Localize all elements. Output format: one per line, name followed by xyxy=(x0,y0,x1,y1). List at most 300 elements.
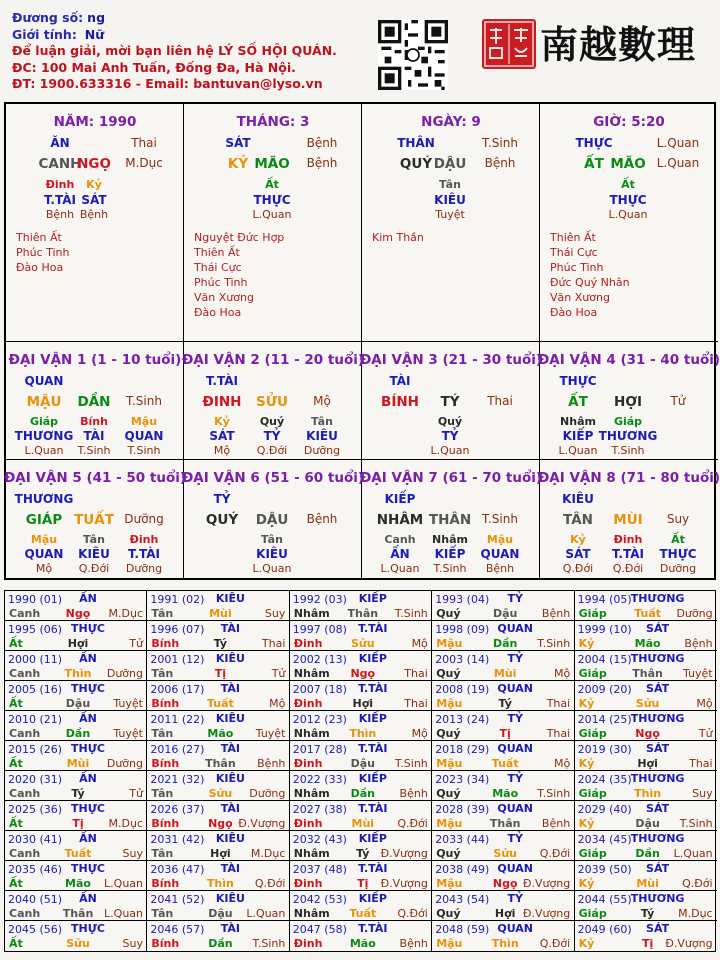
hidden-stem: Nhâm xyxy=(560,415,596,428)
hidden-stage: Q.Đới xyxy=(612,562,644,575)
year-god: THƯƠNG xyxy=(630,652,685,665)
year-stage: T.Sinh xyxy=(394,757,428,770)
year-stage: Mộ xyxy=(269,697,286,710)
dai-van-god: QUAN xyxy=(24,374,64,388)
year-cell xyxy=(290,711,432,741)
year-branch: Hợi xyxy=(352,697,374,710)
hidden-god: T.TÀI xyxy=(128,547,160,561)
dai-van-cell xyxy=(181,342,365,460)
year-branch: Tị xyxy=(214,667,227,680)
hidden-stem: Ất xyxy=(671,533,685,546)
dai-van-branch: MÙI xyxy=(613,512,643,528)
year-stage: Mộ xyxy=(411,637,428,650)
year-cell xyxy=(575,771,717,801)
year-cell xyxy=(575,861,717,891)
year-stem: Ất xyxy=(9,697,23,710)
year-god: THỰC xyxy=(71,862,105,875)
hidden-god: SÁT xyxy=(209,429,235,443)
dai-van-stage: Bệnh xyxy=(306,512,338,526)
year-branch: Sửu xyxy=(208,787,233,800)
year-stage: Thai xyxy=(261,637,286,650)
year-label: 2018 (29) xyxy=(435,743,490,756)
year-stem: Quý xyxy=(436,667,461,680)
year-cell xyxy=(432,741,574,771)
dai-van-stem: BÍNH xyxy=(381,394,419,410)
dai-van-branch: SỬU xyxy=(256,394,288,410)
year-god: TỶ xyxy=(507,592,523,605)
owner-label: Đương số: xyxy=(12,10,84,25)
year-stage: T.Sinh xyxy=(537,787,571,800)
pillar-cell xyxy=(540,104,718,342)
year-branch: Tý xyxy=(71,787,85,800)
hidden-stem: Quý xyxy=(437,415,463,428)
year-stage: Dưỡng xyxy=(249,787,286,800)
hidden-stage: Bệnh xyxy=(79,208,109,221)
year-stage: M.Dục xyxy=(250,847,286,860)
year-stem: Mậu xyxy=(436,817,463,830)
pillar-branch-stage: L.Quan xyxy=(656,156,700,170)
year-branch: Mão xyxy=(492,787,519,800)
star-name: Đào Hoa xyxy=(16,261,64,274)
year-stem: Ất xyxy=(9,817,23,830)
year-cell xyxy=(575,801,717,831)
year-label: 2033 (44) xyxy=(435,833,490,846)
hidden-god: TỶ xyxy=(441,429,459,443)
year-branch: Thân xyxy=(489,817,521,830)
chart-grid xyxy=(3,102,720,580)
year-label: 2032 (43) xyxy=(292,833,347,846)
year-branch: Sửu xyxy=(66,937,90,950)
year-god: THỰC xyxy=(71,682,105,695)
year-branch: Thân xyxy=(205,757,236,770)
pillar-stage: Thai xyxy=(131,136,157,150)
dai-van-stem: NHÂM xyxy=(376,512,424,528)
year-god: TÀI xyxy=(220,682,241,695)
year-label: 2028 (39) xyxy=(435,803,490,816)
year-cell xyxy=(5,711,147,741)
year-stem: Bính xyxy=(151,937,180,950)
dai-van-branch: HỢI xyxy=(613,394,643,410)
year-label: 1995 (06) xyxy=(8,623,63,636)
hidden-stem: Quý xyxy=(259,415,285,428)
year-cell xyxy=(5,921,147,951)
hidden-stage: Q.Đới xyxy=(562,562,594,575)
year-god: THỰC xyxy=(71,922,105,935)
year-cell xyxy=(290,831,432,861)
year-branch: Tuất xyxy=(349,907,377,920)
year-branch: Tý xyxy=(356,847,370,860)
year-god: THỰC xyxy=(71,802,105,815)
year-stage: Suy xyxy=(692,787,713,800)
pillar-cell xyxy=(184,104,362,342)
year-stem: Kỷ xyxy=(578,877,595,890)
year-label: 2023 (34) xyxy=(435,773,490,786)
year-cell xyxy=(5,861,147,891)
year-stem: Quý xyxy=(436,907,461,920)
year-cell xyxy=(575,891,717,921)
year-stem: Canh xyxy=(9,907,41,920)
year-stage: T.Sinh xyxy=(252,937,286,950)
year-stem: Giáp xyxy=(578,667,607,680)
year-branch: Tý xyxy=(498,697,512,710)
year-god: THƯƠNG xyxy=(630,892,685,905)
year-label: 2021 (32) xyxy=(150,773,205,786)
year-stage: Q.Đới xyxy=(397,907,428,920)
dai-van-title: ĐẠI VẬN 7 (61 - 70 tuổi) xyxy=(359,470,543,486)
year-god: KIẾP xyxy=(358,772,387,785)
year-branch: Ngọ xyxy=(208,817,233,830)
year-branch: Dần xyxy=(635,847,660,860)
star-name: Phúc Tinh xyxy=(194,276,248,289)
year-cell xyxy=(147,771,289,801)
hidden-stage: Q.Đới xyxy=(256,444,288,457)
star-name: Thái Cực xyxy=(550,246,598,259)
star-name: Văn Xương xyxy=(194,291,254,304)
year-branch: Thìn xyxy=(491,937,519,950)
year-stage: Tử xyxy=(698,727,713,740)
year-branch: Dần xyxy=(350,787,375,800)
year-god: KIẾP xyxy=(358,712,387,725)
year-cell xyxy=(432,651,574,681)
year-cell xyxy=(432,861,574,891)
hidden-god: T.TÀI xyxy=(612,547,644,561)
pillar-branch: DẬU xyxy=(433,156,467,172)
year-stage: Bệnh xyxy=(257,757,286,770)
year-branch: Mão xyxy=(65,877,91,890)
year-branch: Dần xyxy=(65,727,91,740)
year-cell xyxy=(5,891,147,921)
year-god: TỶ xyxy=(507,892,523,905)
year-branch: Mùi xyxy=(209,607,232,620)
dai-van-title: ĐẠI VẬN 6 (51 - 60 tuổi) xyxy=(181,470,365,486)
dai-van-stem: MẬU xyxy=(26,394,62,410)
hidden-god: THỰC xyxy=(253,193,291,207)
year-stem: Canh xyxy=(9,787,41,800)
year-stage: Đ.Vượng xyxy=(522,907,571,920)
year-god: QUAN xyxy=(497,742,534,755)
year-stem: Nhâm xyxy=(293,907,330,920)
year-branch: Tý xyxy=(213,637,228,650)
year-god: THỰC xyxy=(71,622,105,635)
dai-van-branch: TÝ xyxy=(440,394,460,410)
year-stem: Kỷ xyxy=(578,817,595,830)
year-stage: Tuyệt xyxy=(682,667,713,680)
year-label: 2044 (55) xyxy=(577,893,632,906)
year-cell xyxy=(432,621,574,651)
dai-van-god: THƯƠNG xyxy=(14,492,74,506)
year-cell xyxy=(147,861,289,891)
pillar-branch: NGỌ xyxy=(77,156,111,172)
hidden-god: KIÊU xyxy=(78,547,110,561)
year-stage: Đ.Vượng xyxy=(380,877,428,890)
hidden-god: KIẾP xyxy=(434,547,466,561)
year-stem: Canh xyxy=(9,727,41,740)
year-god: TÀI xyxy=(220,742,241,755)
year-stem: Tân xyxy=(151,667,174,680)
year-stem: Mậu xyxy=(436,937,463,950)
year-god: SÁT xyxy=(646,922,670,935)
year-label: 2022 (33) xyxy=(292,773,347,786)
hidden-stem: Đinh xyxy=(45,178,75,191)
year-label: 2024 (35) xyxy=(577,773,632,786)
hidden-stage: Dưỡng xyxy=(659,562,697,575)
year-cell xyxy=(5,741,147,771)
hidden-stage: Dưỡng xyxy=(125,562,163,575)
year-label: 2020 (31) xyxy=(8,773,63,786)
year-label: 2026 (37) xyxy=(150,803,205,816)
year-god: ẤN xyxy=(79,832,97,845)
year-stem: Tân xyxy=(151,847,174,860)
hidden-god: QUAN xyxy=(24,547,64,561)
year-god: KIÊU xyxy=(215,892,245,905)
year-god: ẤN xyxy=(79,712,97,725)
year-branch: Thân xyxy=(347,607,379,620)
year-stage: Tuyệt xyxy=(255,727,286,740)
year-label: 2002 (13) xyxy=(292,653,347,666)
year-branch: Mùi xyxy=(66,757,90,770)
year-god: QUAN xyxy=(497,922,534,935)
hidden-god: THỰC xyxy=(609,193,647,207)
pillar-title: NGÀY: 9 xyxy=(421,114,481,130)
year-god: KIÊU xyxy=(215,592,245,605)
year-stem: Đinh xyxy=(293,937,323,950)
year-cell xyxy=(5,771,147,801)
dai-van-title: ĐẠI VẬN 5 (41 - 50 tuổi) xyxy=(3,470,187,486)
year-label: 2036 (47) xyxy=(150,863,205,876)
year-label: 1993 (04) xyxy=(435,593,490,606)
year-stem: Bính xyxy=(151,637,180,650)
year-branch: Mùi xyxy=(351,817,375,830)
year-god: ẤN xyxy=(79,652,97,665)
year-branch: Ngọ xyxy=(65,607,91,620)
dai-van-title: ĐẠI VẬN 4 (31 - 40 tuổi) xyxy=(537,352,720,368)
year-cell xyxy=(575,741,717,771)
pillar-stem: KỶ xyxy=(227,156,249,172)
hidden-stem: Mậu xyxy=(486,533,514,546)
pillar-stars xyxy=(194,230,284,320)
year-label: 2039 (50) xyxy=(577,863,632,876)
year-cell xyxy=(575,921,717,951)
year-cell xyxy=(147,741,289,771)
year-branch: Tị xyxy=(641,937,654,950)
dai-van-branch: DẦN xyxy=(77,394,111,410)
year-stage: Dưỡng xyxy=(106,667,143,680)
year-stage: Mộ xyxy=(411,727,428,740)
year-branch: Tuất xyxy=(634,607,661,620)
year-stem: Đinh xyxy=(293,757,323,770)
year-stem: Ất xyxy=(9,637,23,650)
hidden-stem: Ất xyxy=(621,178,635,191)
year-stem: Mậu xyxy=(436,757,463,770)
pillar-god: ĂN xyxy=(50,136,70,150)
hidden-stage: L.Quan xyxy=(430,444,470,457)
year-label: 2029 (40) xyxy=(577,803,632,816)
hidden-god: T.TÀI xyxy=(44,193,76,207)
hidden-god: ẤN xyxy=(390,547,410,561)
year-label: 1996 (07) xyxy=(150,623,205,636)
year-stage: Đ.Vượng xyxy=(238,817,286,830)
year-stage: Thai xyxy=(404,667,428,680)
pillar-god: THỰC xyxy=(575,136,613,150)
year-god: THƯƠNG xyxy=(630,832,685,845)
hidden-stage: L.Quan xyxy=(24,444,64,457)
year-god: TÀI xyxy=(220,802,241,815)
year-stage: Bệnh xyxy=(399,937,428,950)
hidden-stem: Mậu xyxy=(30,533,58,546)
year-stem: Canh xyxy=(9,607,41,620)
dai-van-title: ĐẠI VẬN 1 (1 - 10 tuổi) xyxy=(8,352,182,368)
year-stem: Ất xyxy=(9,757,23,770)
hidden-stage: Mộ xyxy=(35,562,53,575)
year-god: KIẾP xyxy=(358,892,387,905)
hidden-god: KIÊU xyxy=(306,429,338,443)
hidden-god: KIÊU xyxy=(256,547,288,561)
year-god: TÀI xyxy=(220,622,241,635)
hidden-stage: T.Sinh xyxy=(127,444,161,457)
year-cell xyxy=(432,591,574,621)
hidden-stem: Tân xyxy=(261,533,283,546)
pillar-cell xyxy=(6,104,184,342)
year-cell xyxy=(290,921,432,951)
year-label: 2006 (17) xyxy=(150,683,205,696)
pillar-title: GIỜ: 5:20 xyxy=(593,114,665,130)
year-cell xyxy=(575,651,717,681)
star-name: Thiên Ất xyxy=(194,246,240,259)
pillar-title: NĂM: 1990 xyxy=(53,114,137,130)
year-label: 2008 (19) xyxy=(435,683,490,696)
dai-van-cell xyxy=(537,342,720,460)
hidden-god: SÁT xyxy=(81,193,107,207)
year-stage: Bệnh xyxy=(541,607,571,620)
year-branch: Mùi xyxy=(636,877,659,890)
year-god: KIÊU xyxy=(215,772,245,785)
year-stem: Canh xyxy=(9,847,41,860)
dai-van-god: TỶ xyxy=(213,492,231,506)
year-god: T.TÀI xyxy=(358,622,388,635)
hidden-god: SÁT xyxy=(565,547,591,561)
year-stage: M.Dục xyxy=(678,907,713,920)
year-label: 2027 (38) xyxy=(292,803,347,816)
year-label: 2048 (59) xyxy=(435,923,490,936)
year-stem: Quý xyxy=(436,727,461,740)
year-stage: Thai xyxy=(404,697,428,710)
dai-van-cell xyxy=(359,342,543,460)
year-stage: L.Quan xyxy=(246,907,286,920)
year-branch: Thìn xyxy=(64,667,92,680)
year-stage: Tuyệt xyxy=(113,697,143,710)
hidden-god: KIÊU xyxy=(434,193,466,207)
pillar-stage: Bệnh xyxy=(306,136,338,150)
year-label: 2001 (12) xyxy=(150,653,205,666)
gender-label: Giới tính: xyxy=(12,26,77,42)
yearly-table xyxy=(4,590,716,952)
dai-van-stem: GIÁP xyxy=(25,512,63,528)
year-label: 2015 (26) xyxy=(8,743,63,756)
year-branch: Tuất xyxy=(491,757,519,770)
year-stage: T.Sinh xyxy=(679,817,713,830)
year-stage: Suy xyxy=(122,847,143,860)
hidden-stem: Bính xyxy=(80,415,108,428)
year-cell xyxy=(5,801,147,831)
year-branch: Thân xyxy=(62,907,94,920)
year-god: TÀI xyxy=(220,862,241,875)
year-god: KIẾP xyxy=(358,832,387,845)
year-cell xyxy=(5,831,147,861)
hidden-stage: L.Quan xyxy=(558,444,598,457)
star-name: Nguyệt Đức Hợp xyxy=(194,231,285,244)
dai-van-stem: ĐINH xyxy=(202,394,242,410)
year-stem: Giáp xyxy=(578,787,607,800)
year-stem: Kỷ xyxy=(578,697,595,710)
year-stage: Q.Đới xyxy=(682,877,713,890)
year-stem: Bính xyxy=(151,757,180,770)
hidden-god: QUAN xyxy=(480,547,520,561)
year-god: THỰC xyxy=(71,742,105,755)
year-stage: Mộ xyxy=(553,757,571,770)
year-stem: Mậu xyxy=(436,637,463,650)
owner-value: ng xyxy=(87,10,106,25)
hidden-stage: T.Sinh xyxy=(433,562,467,575)
year-stage: Đ.Vượng xyxy=(522,877,571,890)
year-god: ẤN xyxy=(79,772,97,785)
dai-van-stem: ẤT xyxy=(568,394,588,410)
star-name: Thiên Ất xyxy=(16,231,62,244)
pillar-branch: MÃO xyxy=(610,156,646,172)
pillar-cell xyxy=(362,104,540,342)
year-stem: Tân xyxy=(151,787,174,800)
hidden-stem: Mậu xyxy=(130,415,158,428)
year-label: 1999 (10) xyxy=(577,623,632,636)
dai-van-title: ĐẠI VẬN 8 (71 - 80 tuổi) xyxy=(537,470,720,486)
dai-van-cell xyxy=(6,342,184,460)
year-label: 2016 (27) xyxy=(150,743,205,756)
year-branch: Sửu xyxy=(635,697,660,710)
hidden-stem: Giáp xyxy=(29,415,59,428)
year-god: QUAN xyxy=(497,682,534,695)
year-god: TỶ xyxy=(507,712,523,725)
year-label: 2003 (14) xyxy=(435,653,490,666)
year-god: KIÊU xyxy=(215,712,245,725)
year-label: 2007 (18) xyxy=(292,683,347,696)
pillar-title: THÁNG: 3 xyxy=(236,114,310,130)
year-label: 1994 (05) xyxy=(577,593,632,606)
star-name: Đào Hoa xyxy=(550,306,598,319)
year-god: THƯƠNG xyxy=(630,712,685,725)
year-god: SÁT xyxy=(646,742,670,755)
year-cell xyxy=(432,801,574,831)
year-branch: Tị xyxy=(357,877,369,890)
star-name: Kim Thần xyxy=(372,231,424,244)
year-cell xyxy=(147,621,289,651)
year-label: 2046 (57) xyxy=(150,923,205,936)
dai-van-branch: THÂN xyxy=(428,512,472,528)
year-branch: Hợi xyxy=(637,757,658,770)
dai-van-stage: Mộ xyxy=(313,394,331,408)
year-cell xyxy=(290,591,432,621)
pillar-stem: ẤT xyxy=(584,156,604,172)
year-cell xyxy=(290,741,432,771)
pillar-god: SÁT xyxy=(225,136,251,150)
year-god: T.TÀI xyxy=(358,682,388,695)
dai-van-cell xyxy=(537,460,720,578)
year-branch: Dậu xyxy=(350,757,375,770)
hidden-stem: Tân xyxy=(83,533,105,546)
year-cell xyxy=(432,711,574,741)
dai-van-stage: Tử xyxy=(670,394,686,408)
year-label: 2004 (15) xyxy=(577,653,632,666)
year-god: THƯƠNG xyxy=(630,592,685,605)
year-stem: Bính xyxy=(151,817,180,830)
